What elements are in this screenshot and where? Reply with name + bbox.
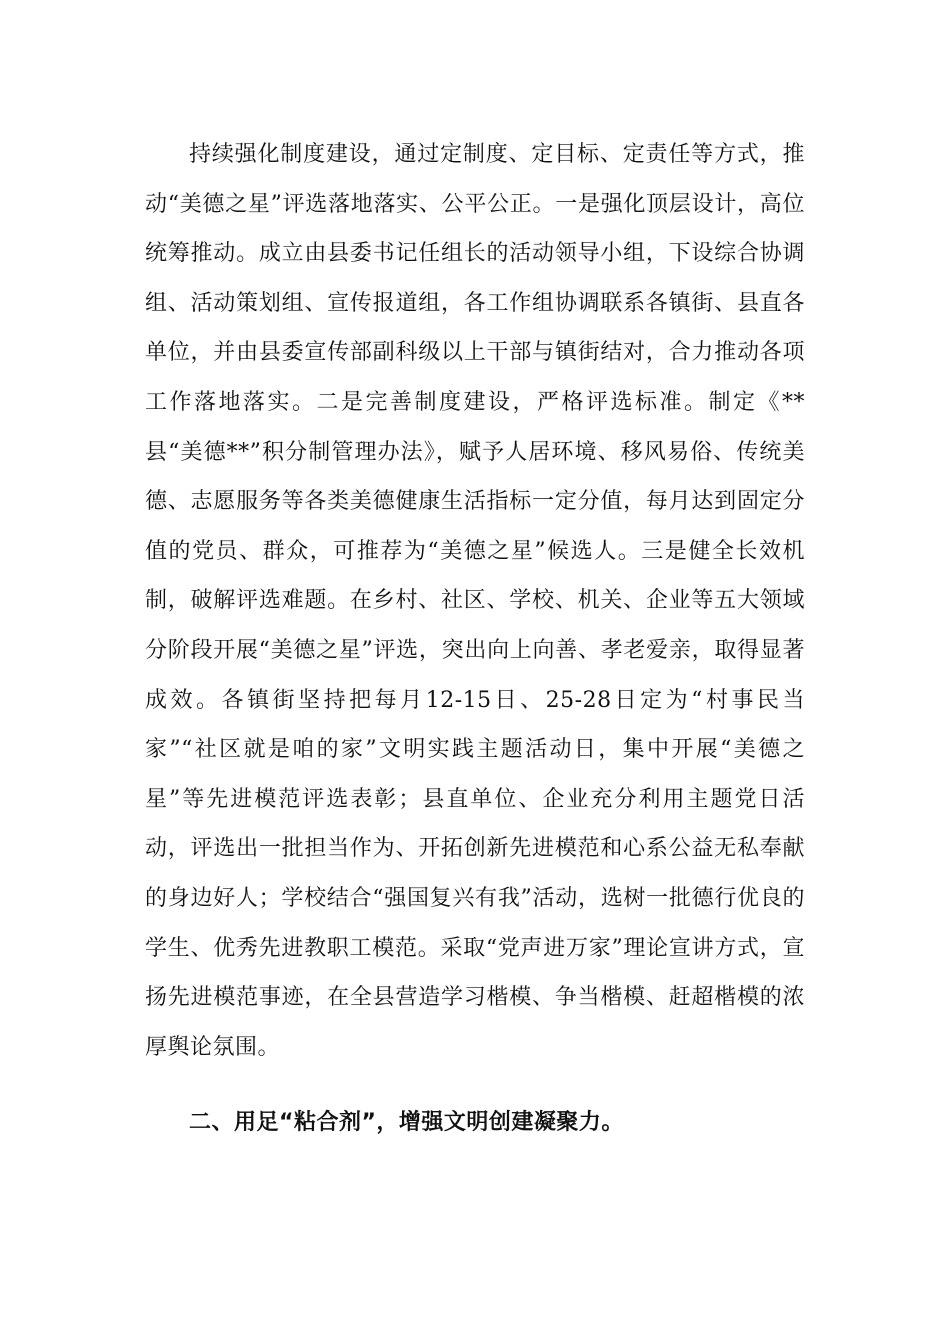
section-heading: 二、用足“粘合剂”，增强文明创建凝聚力。 xyxy=(189,1110,624,1136)
document-content xyxy=(145,130,805,1148)
body-paragraph: 持续强化制度建设，通过定制度、定目标、定责任等方式，推动“美德之星”评选落地落实、公平公正。一是强化顶层设计，高位统筹推动。成立由县委书记任组长的活动领导小组，下设综合协调组、活动策划组、宣传报道组，各工作组协调联系各镇街、县直各单位，并由县委宣传部副科级以上干部与镇街结对，合力推动各项工作落地落实。二是完善制度建设，严格评选标准。制定《**县“美德**”积分制管理办法》，赋予人居环境、移风易俗、传统美德、志愿服务等各类美德健康生活指标一定分值，每月达到固定分值的党员、群众，可推荐为“美德之星”候选人。三是健全长效机制，破解评选难题。在乡村、社区、学校、机关、企业等五大领域分阶段开展“美德之星”评选，突出向上向善、孝老爱亲，取得显著成效。各镇街坚持把每月12-15日、25-28日定为“村事民当家”“社区就是咱的家”文明实践主题活动日，集中开展“美德之星”等先进模范评选表彰；县直单位、企业充分利用主题党日活动，评选出一批担当作为、开拓创新先进模范和心系公益无私奉献的身边好人；学校结合“强国复兴有我”活动，选树一批德行优良的学生、优秀先进教职工模范。采取“党声进万家”理论宣讲方式，宣扬先进模范事迹，在全县营造学习楷模、争当楷模、赶超楷模的浓厚舆论氛围。 xyxy=(145,142,805,1060)
